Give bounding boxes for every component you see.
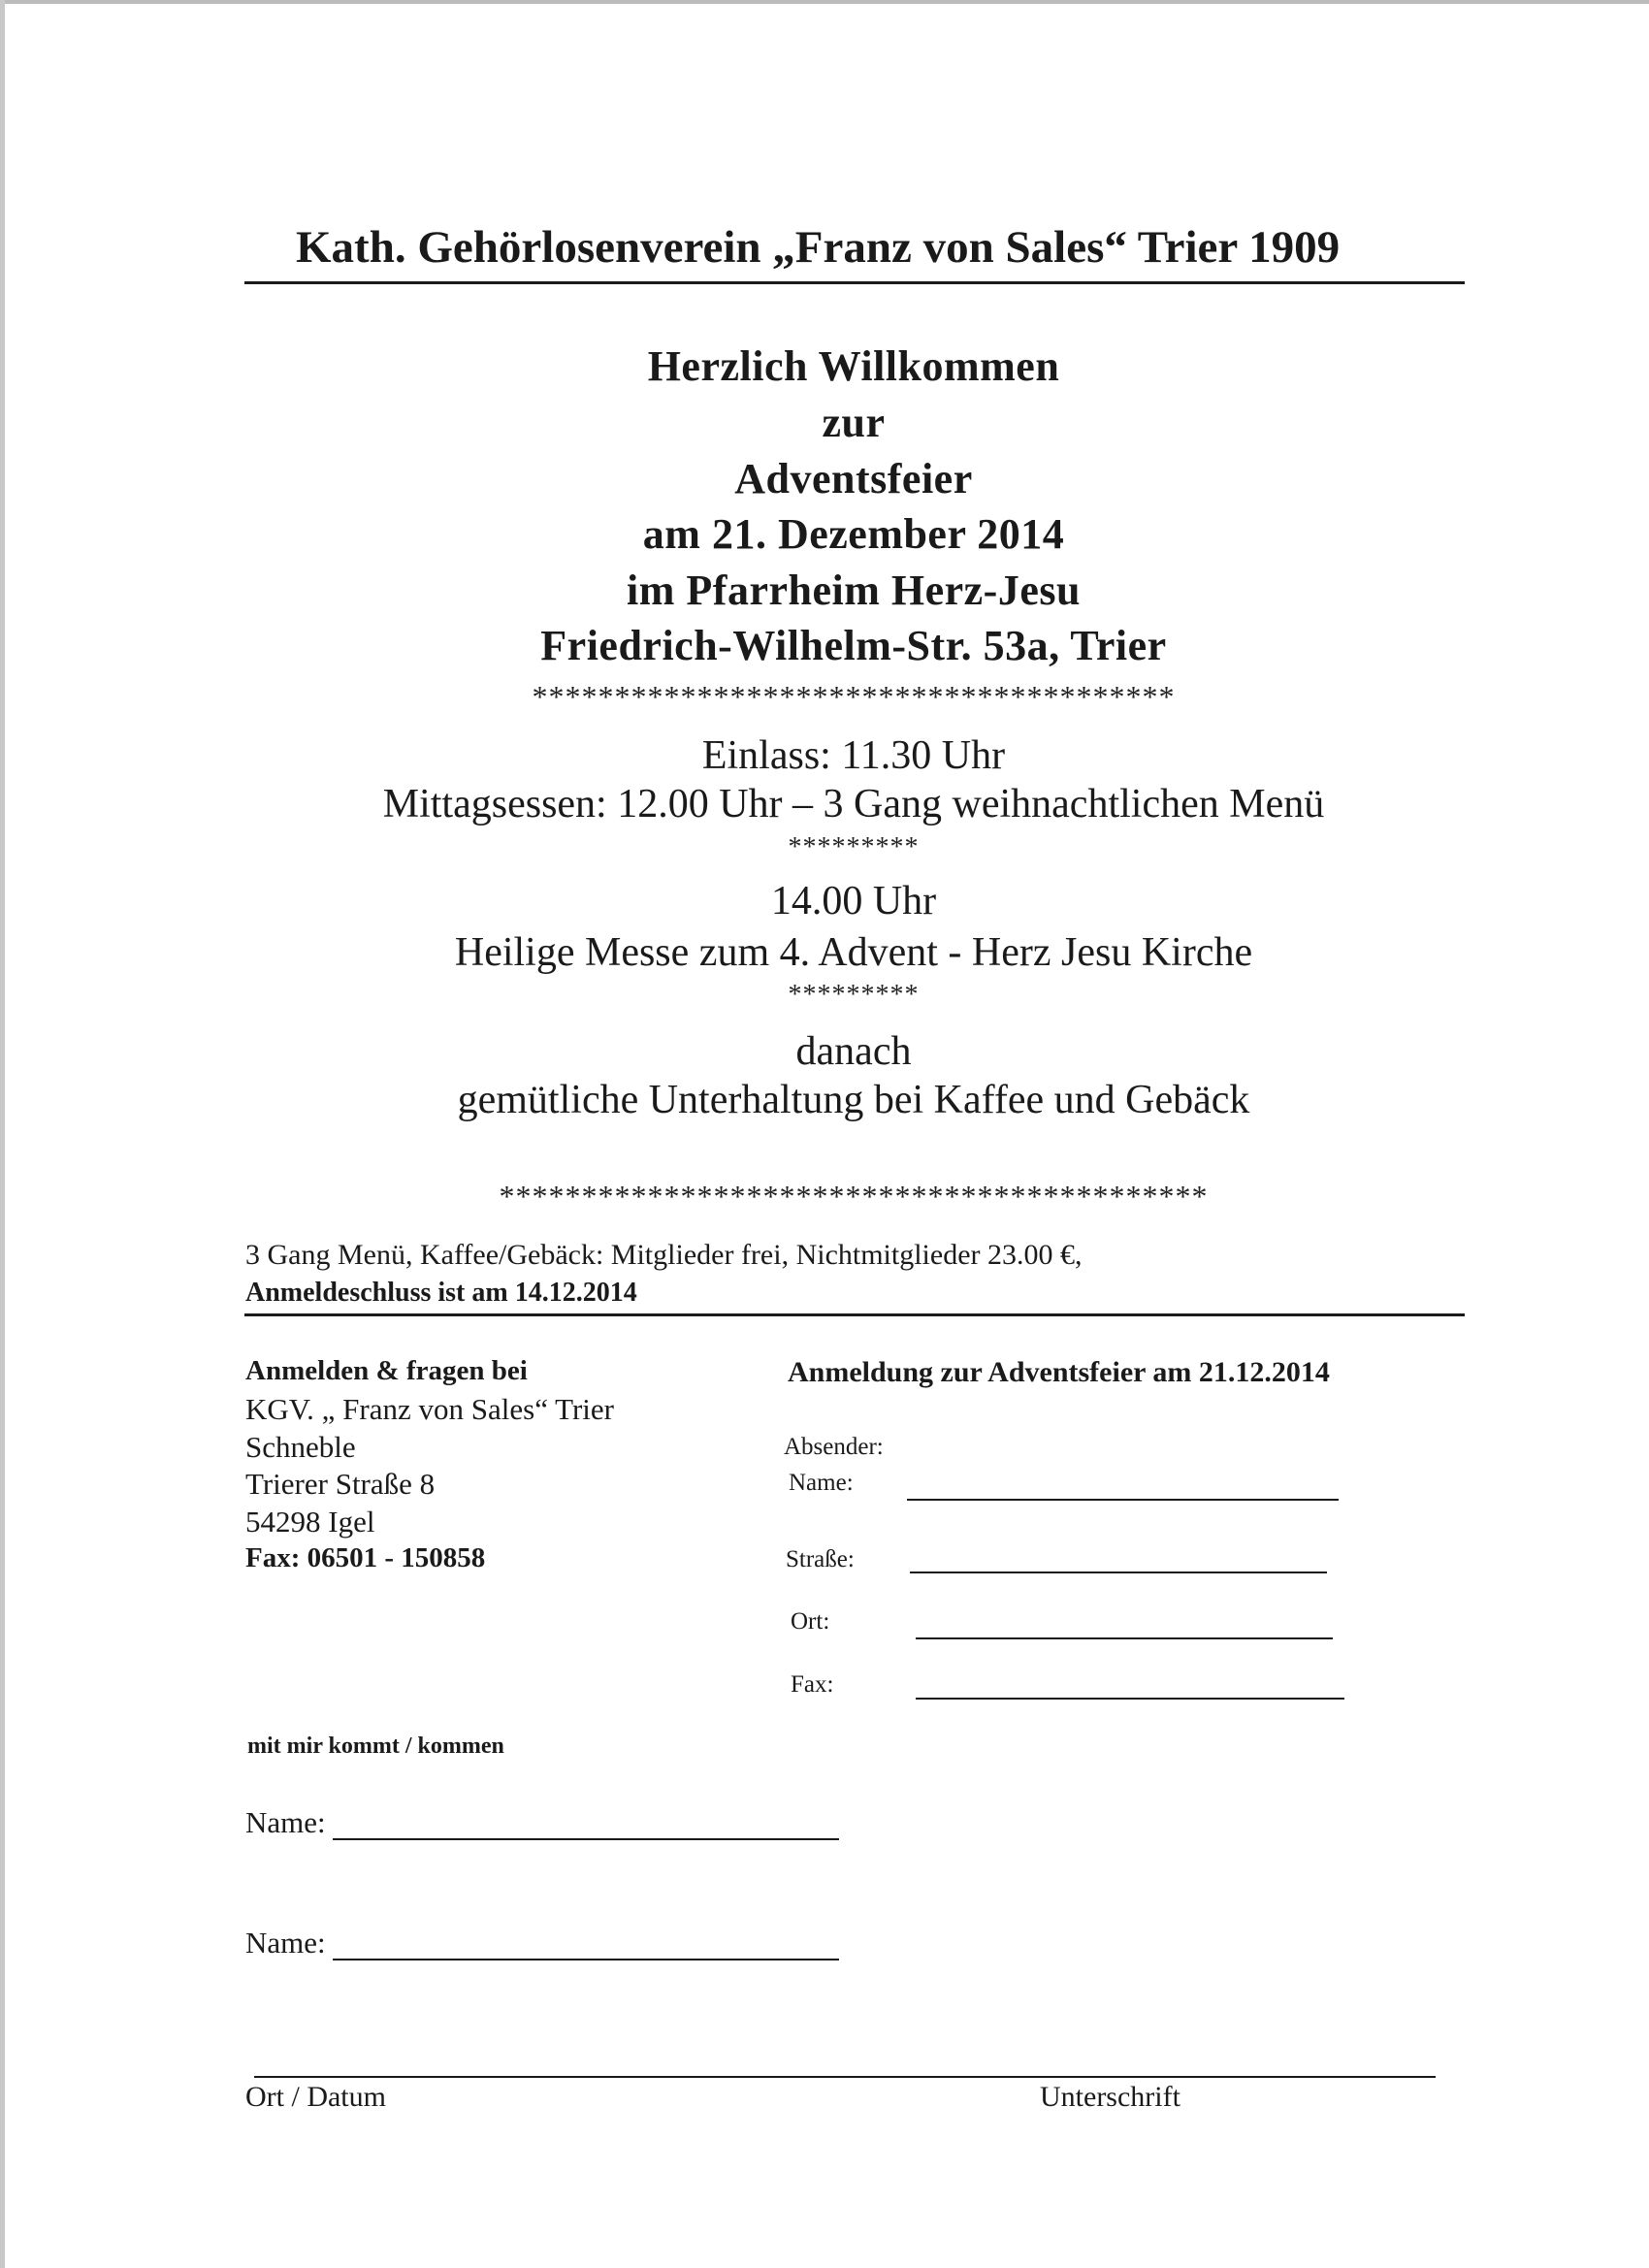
association-title: Kath. Gehörlosenverein „Franz von Sales“ Trier 1909	[296, 222, 1341, 273]
event-venue: im Pfarrheim Herz-Jesu	[627, 567, 1081, 614]
form-name-label: Name:	[789, 1470, 854, 1496]
form-title: Anmeldung zur Adventsfeier am 21.12.2014	[788, 1356, 1330, 1388]
contact-org: KGV. „ Franz von Sales“ Trier	[245, 1392, 615, 1426]
program-kaffee: gemütliche Unterhaltung bei Kaffee und Gebäck	[457, 1078, 1250, 1122]
program-einlass: Einlass: 11.30 Uhr	[701, 733, 1006, 778]
form-strasse-line[interactable]	[910, 1571, 1327, 1573]
unterschrift-label: Unterschrift	[1040, 2081, 1180, 2113]
form-fax-label: Fax:	[791, 1671, 834, 1698]
separator-long: ***************************************	[532, 679, 1176, 714]
contact-street: Trierer Straße 8	[245, 1467, 436, 1501]
event-date: am 21. Dezember 2014	[642, 510, 1065, 558]
contact-heading: Anmelden & fragen bei	[245, 1355, 528, 1386]
program-danach: danach	[795, 1029, 912, 1074]
scan-edge-left	[0, 0, 5, 2268]
registration-deadline: Anmeldeschluss ist am 14.12.2014	[245, 1278, 637, 1308]
header-rule	[244, 281, 1465, 284]
form-strasse-label: Straße:	[786, 1546, 855, 1572]
separator-short-2: *********	[788, 980, 920, 1010]
form-fax-line[interactable]	[916, 1698, 1344, 1700]
event-name: Adventsfeier	[734, 455, 973, 502]
separator-short-1: *********	[788, 832, 920, 862]
pricing-rule	[244, 1313, 1465, 1316]
separator-wide: *******************************************	[499, 1179, 1209, 1214]
event-address: Friedrich-Wilhelm-Str. 53a, Trier	[540, 622, 1167, 669]
program-mittagessen: Mittagsessen: 12.00 Uhr – 3 Gang weihnachtlichen Menü	[382, 782, 1325, 826]
contact-fax: Fax: 06501 - 150858	[245, 1542, 486, 1573]
pricing-text: 3 Gang Menü, Kaffee/Gebäck: Mitglieder frei, Nichtmitglieder 23.00 €,	[245, 1239, 1083, 1271]
signature-line[interactable]	[254, 2076, 1436, 2078]
companions-label: mit mir kommt / kommen	[247, 1733, 504, 1759]
absender-label: Absender:	[784, 1434, 884, 1460]
form-name-line[interactable]	[907, 1499, 1339, 1501]
form-ort-label: Ort:	[791, 1608, 830, 1635]
companion-name-label-1: Name:	[245, 1805, 326, 1839]
form-ort-line[interactable]	[916, 1637, 1333, 1639]
program-messe-time: 14.00 Uhr	[770, 879, 937, 923]
companion-name-label-2: Name:	[245, 1926, 326, 1960]
ort-datum-label: Ort / Datum	[245, 2081, 386, 2113]
contact-name: Schneble	[245, 1430, 356, 1464]
zur-line: zur	[822, 399, 886, 446]
companion-name-line-1[interactable]	[333, 1838, 839, 1840]
program-messe: Heilige Messe zum 4. Advent - Herz Jesu Kirche	[454, 930, 1253, 975]
scan-edge-top	[0, 0, 1649, 4]
companion-name-line-2[interactable]	[333, 1959, 839, 1960]
welcome-line: Herzlich Willkommen	[647, 342, 1060, 390]
contact-city: 54298 Igel	[245, 1505, 375, 1539]
